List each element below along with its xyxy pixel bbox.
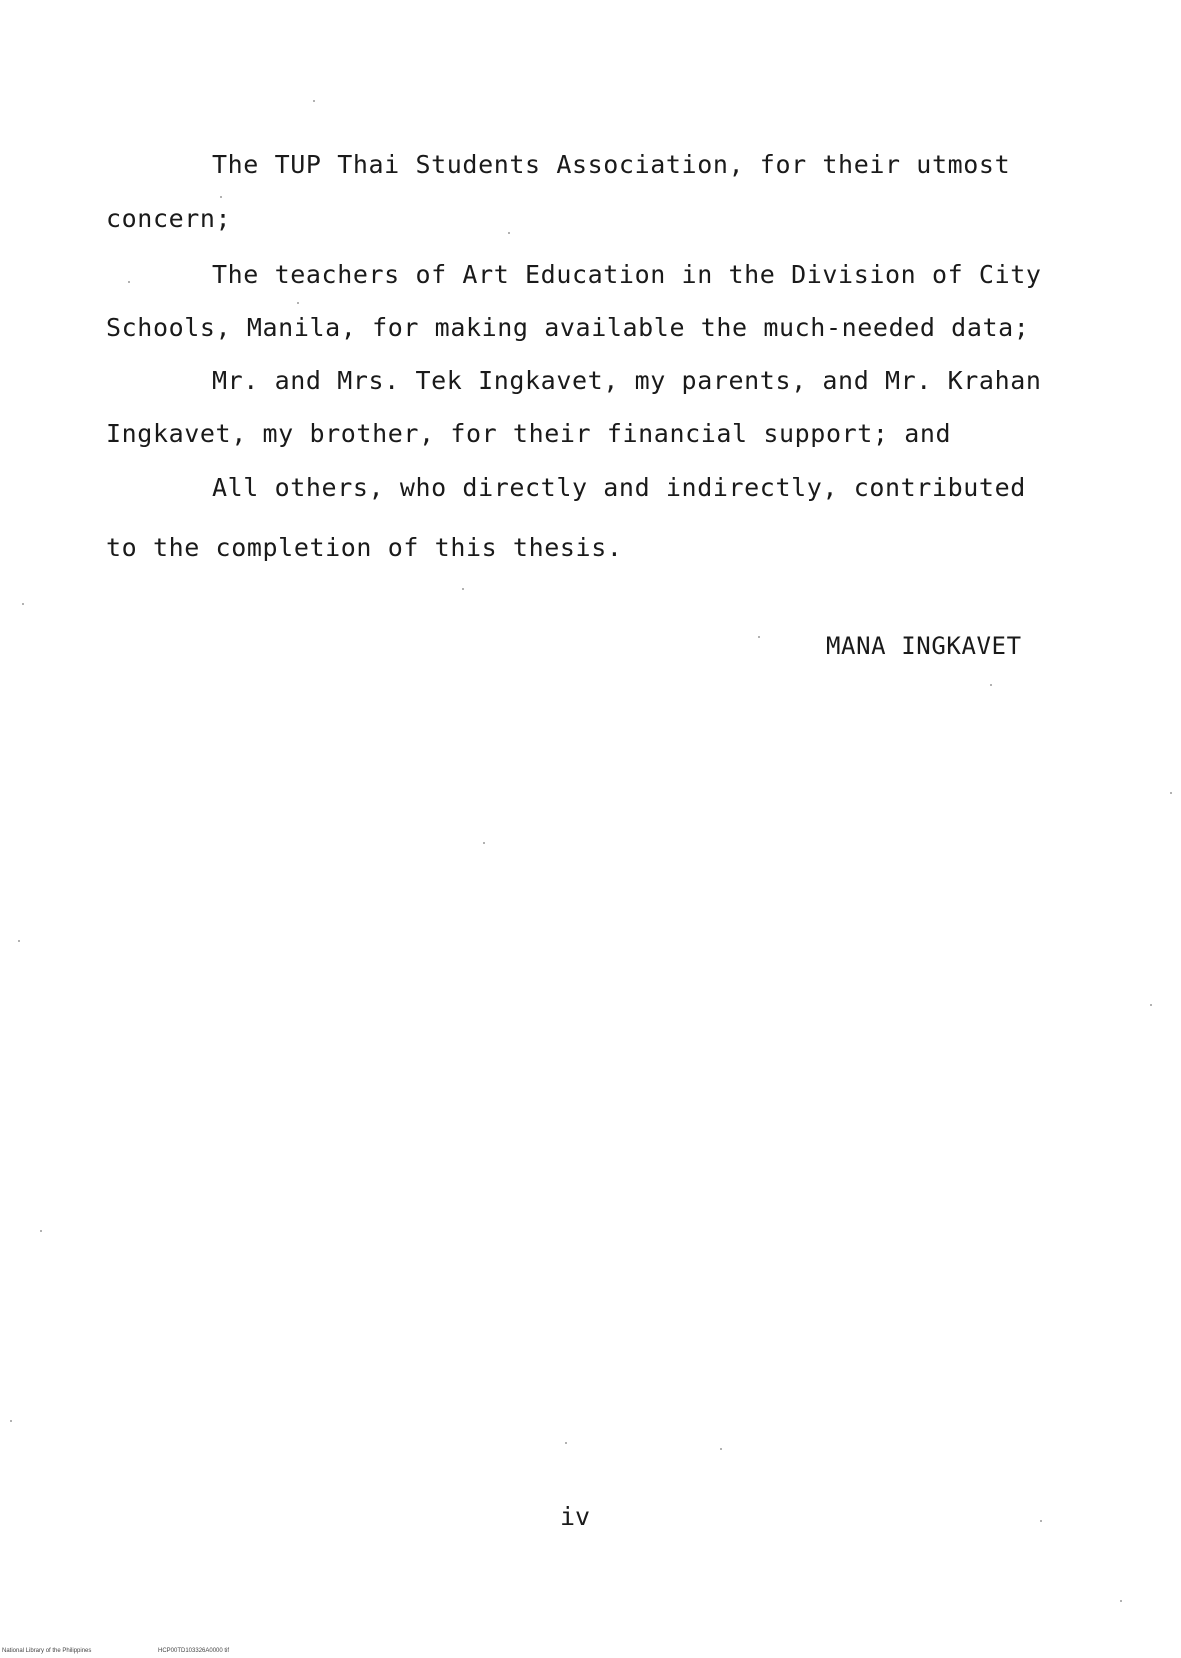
scan-speck (297, 302, 299, 304)
scan-speck (508, 232, 510, 234)
author-signature: MANA INGKAVET (826, 632, 1022, 660)
paragraph-2-line-2: Schools, Manila, for making available the much-needed data; (106, 313, 1030, 342)
paragraph-3-line-1: Mr. and Mrs. Tek Ingkavet, my parents, and Mr. Krahan (212, 366, 1042, 395)
scan-speck (483, 842, 485, 844)
scan-speck (758, 636, 760, 638)
paragraph-2-line-1: The teachers of Art Education in the Division of City (212, 260, 1042, 289)
scan-speck (462, 588, 464, 590)
scan-speck (10, 1420, 12, 1422)
scan-speck (1120, 1600, 1122, 1602)
scan-speck (720, 1448, 722, 1450)
paragraph-3-line-2: Ingkavet, my brother, for their financial support; and (106, 419, 952, 448)
paragraph-1-line-2: concern; (106, 204, 232, 233)
scan-speck (1170, 792, 1172, 794)
scan-speck (990, 684, 992, 686)
page-number: iv (560, 1502, 591, 1531)
paragraph-4-line-1: All others, who directly and indirectly, contributed (212, 473, 1026, 502)
scan-speck (128, 281, 130, 283)
scan-speck (313, 100, 315, 102)
scan-speck (1150, 1004, 1152, 1006)
scan-speck (18, 940, 20, 942)
scan-speck (40, 1230, 42, 1232)
scan-speck (565, 1442, 567, 1444)
paragraph-1-line-1: The TUP Thai Students Association, for their utmost (212, 150, 1011, 179)
paragraph-4-line-2: to the completion of this thesis. (106, 533, 623, 562)
scan-speck (22, 603, 24, 605)
scan-speck (220, 196, 222, 198)
footer-file-id: HCP00TD103326A0000 tif (158, 1648, 230, 1654)
scan-speck (1040, 1520, 1042, 1522)
footer-source: National Library of the Philippines (2, 1648, 92, 1654)
